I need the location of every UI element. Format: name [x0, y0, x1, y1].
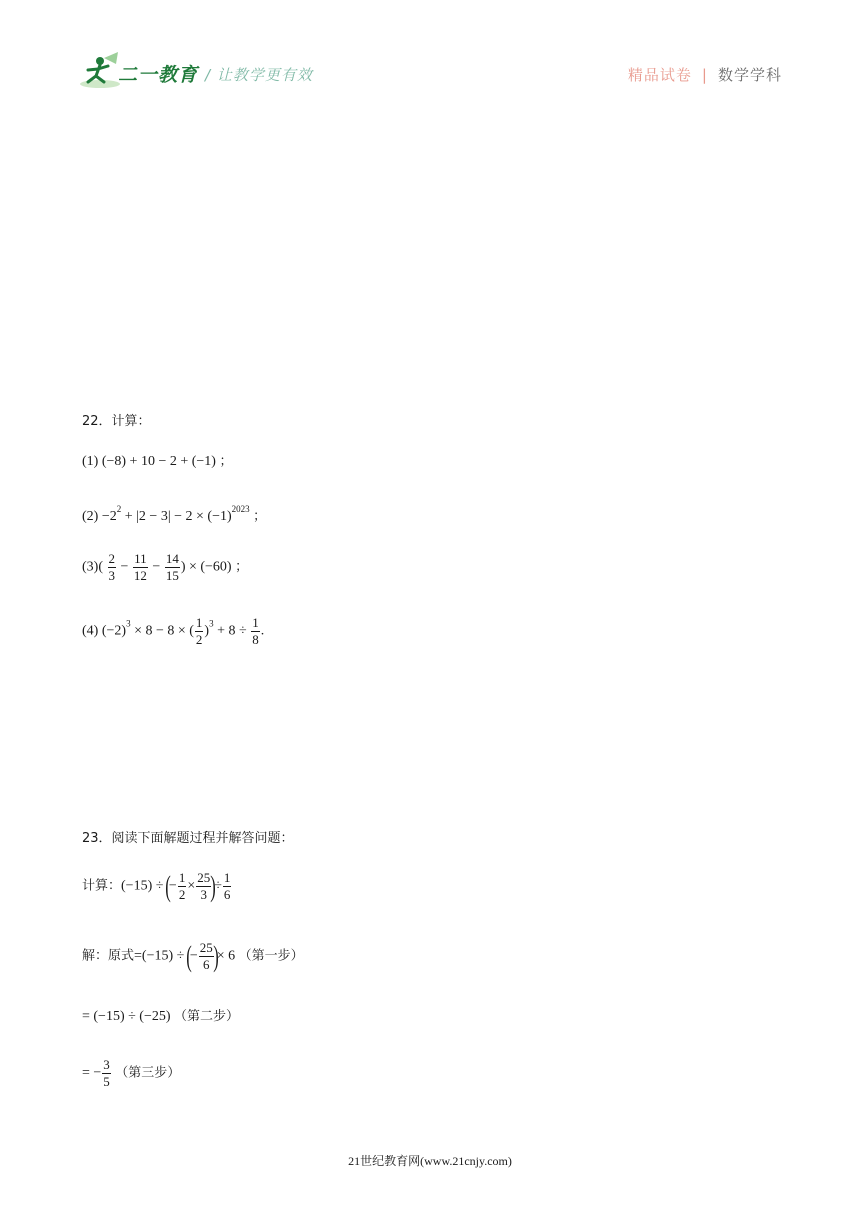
- fraction: [223, 870, 232, 903]
- question-23-title: 23．阅读下面解题过程并解答问题：: [82, 831, 294, 846]
- term: ): [204, 623, 210, 639]
- semicolon: ；: [235, 559, 249, 575]
- slogan: / 让教学更有效: [205, 66, 313, 84]
- q23-calculation: [82, 870, 232, 903]
- paren: (: [98, 559, 103, 575]
- expression: (−8) + 10 − 2 + (−1): [101, 454, 216, 469]
- denominator: 5: [103, 1074, 110, 1089]
- part-label: (3): [82, 559, 99, 575]
- operator: −: [152, 559, 161, 575]
- header-separator: |: [701, 66, 708, 84]
- operator: ÷: [214, 878, 222, 894]
- header-paper-label: 精品试卷: [627, 66, 692, 84]
- numerator: 1: [252, 615, 259, 630]
- part-label: (4): [82, 623, 99, 639]
- q23-step-3: [82, 1057, 180, 1090]
- exponent: 2: [116, 504, 122, 514]
- term: + |2 − 3| − 2 × (−1): [121, 509, 232, 524]
- q22-part-3: [82, 551, 248, 584]
- term: −2: [101, 509, 117, 524]
- right-paren: ): [212, 939, 219, 973]
- calc-label: 计算：: [82, 878, 122, 894]
- q22-part-4: [82, 615, 264, 648]
- numerator: 2: [108, 551, 115, 566]
- q23-step-2: [82, 1010, 239, 1024]
- denominator: 3: [108, 568, 115, 583]
- denominator: 12: [133, 568, 147, 583]
- numerator: 11: [134, 551, 147, 566]
- left-paren: (: [186, 939, 192, 973]
- solution-label: 解：原式: [82, 948, 135, 964]
- page-header: [0, 0, 860, 110]
- fraction: [165, 551, 180, 584]
- denominator: 6: [202, 957, 210, 972]
- expression: = −: [82, 1065, 102, 1081]
- exponent: 3: [209, 618, 214, 629]
- denominator: 8: [252, 632, 259, 647]
- header-subject: [628, 64, 782, 85]
- semicolon: ；: [253, 509, 267, 524]
- logo-text: 二一教育: [118, 64, 199, 86]
- step-note: （第三步）: [115, 1065, 181, 1081]
- page-footer: 21世纪教育网(www.21cnjy.com): [348, 1154, 512, 1168]
- part-label: (2): [82, 509, 99, 524]
- q22-part-2: [82, 505, 266, 524]
- fraction: [102, 1057, 111, 1090]
- fraction: [196, 870, 211, 903]
- operator: −: [189, 948, 198, 964]
- term: (−15) ÷: [121, 878, 167, 894]
- part-label: (1): [82, 454, 99, 469]
- operator: −: [168, 878, 177, 894]
- denominator: 2: [195, 632, 203, 647]
- numerator: 1: [178, 870, 186, 885]
- exponent: 2023: [231, 504, 250, 514]
- term: (−2): [101, 623, 127, 639]
- fraction: [199, 940, 214, 973]
- expression: = (−15) ÷ (−25): [82, 1009, 171, 1024]
- question-22-title: 22．计算：: [82, 414, 151, 429]
- term: (−15) ÷: [141, 948, 188, 964]
- operator: −: [120, 559, 129, 575]
- fraction: [108, 551, 117, 584]
- term: × 8 − 8 × (: [130, 623, 194, 639]
- numerator: 25: [197, 870, 211, 885]
- fraction: [133, 551, 148, 584]
- right-paren: ): [210, 869, 216, 903]
- numerator: 3: [103, 1057, 110, 1072]
- denominator: 3: [200, 887, 207, 902]
- denominator: 15: [165, 568, 179, 583]
- term: ) × (−60): [180, 559, 232, 575]
- denominator: 6: [223, 887, 231, 902]
- term: + 8 ÷: [213, 623, 251, 639]
- fraction: [178, 870, 187, 903]
- step-note: （第一步）: [238, 948, 304, 964]
- header-subject-label: 数学学科: [717, 66, 782, 84]
- fraction: [195, 615, 204, 648]
- operator: ×: [187, 878, 196, 894]
- exponent: 3: [126, 618, 131, 629]
- numerator: 1: [195, 615, 203, 630]
- numerator: 14: [165, 551, 179, 566]
- equals: =: [134, 948, 142, 964]
- q22-part-1: [82, 455, 232, 469]
- numerator: 1: [223, 870, 231, 885]
- denominator: 2: [178, 887, 186, 902]
- left-paren: (: [165, 869, 171, 903]
- period: .: [260, 623, 265, 639]
- step-note: （第二步）: [174, 1009, 240, 1024]
- q23-step-1: [82, 940, 304, 973]
- fraction: [251, 615, 260, 648]
- semicolon: ；: [219, 454, 233, 469]
- numerator: 25: [199, 940, 213, 955]
- term: × 6: [216, 948, 236, 964]
